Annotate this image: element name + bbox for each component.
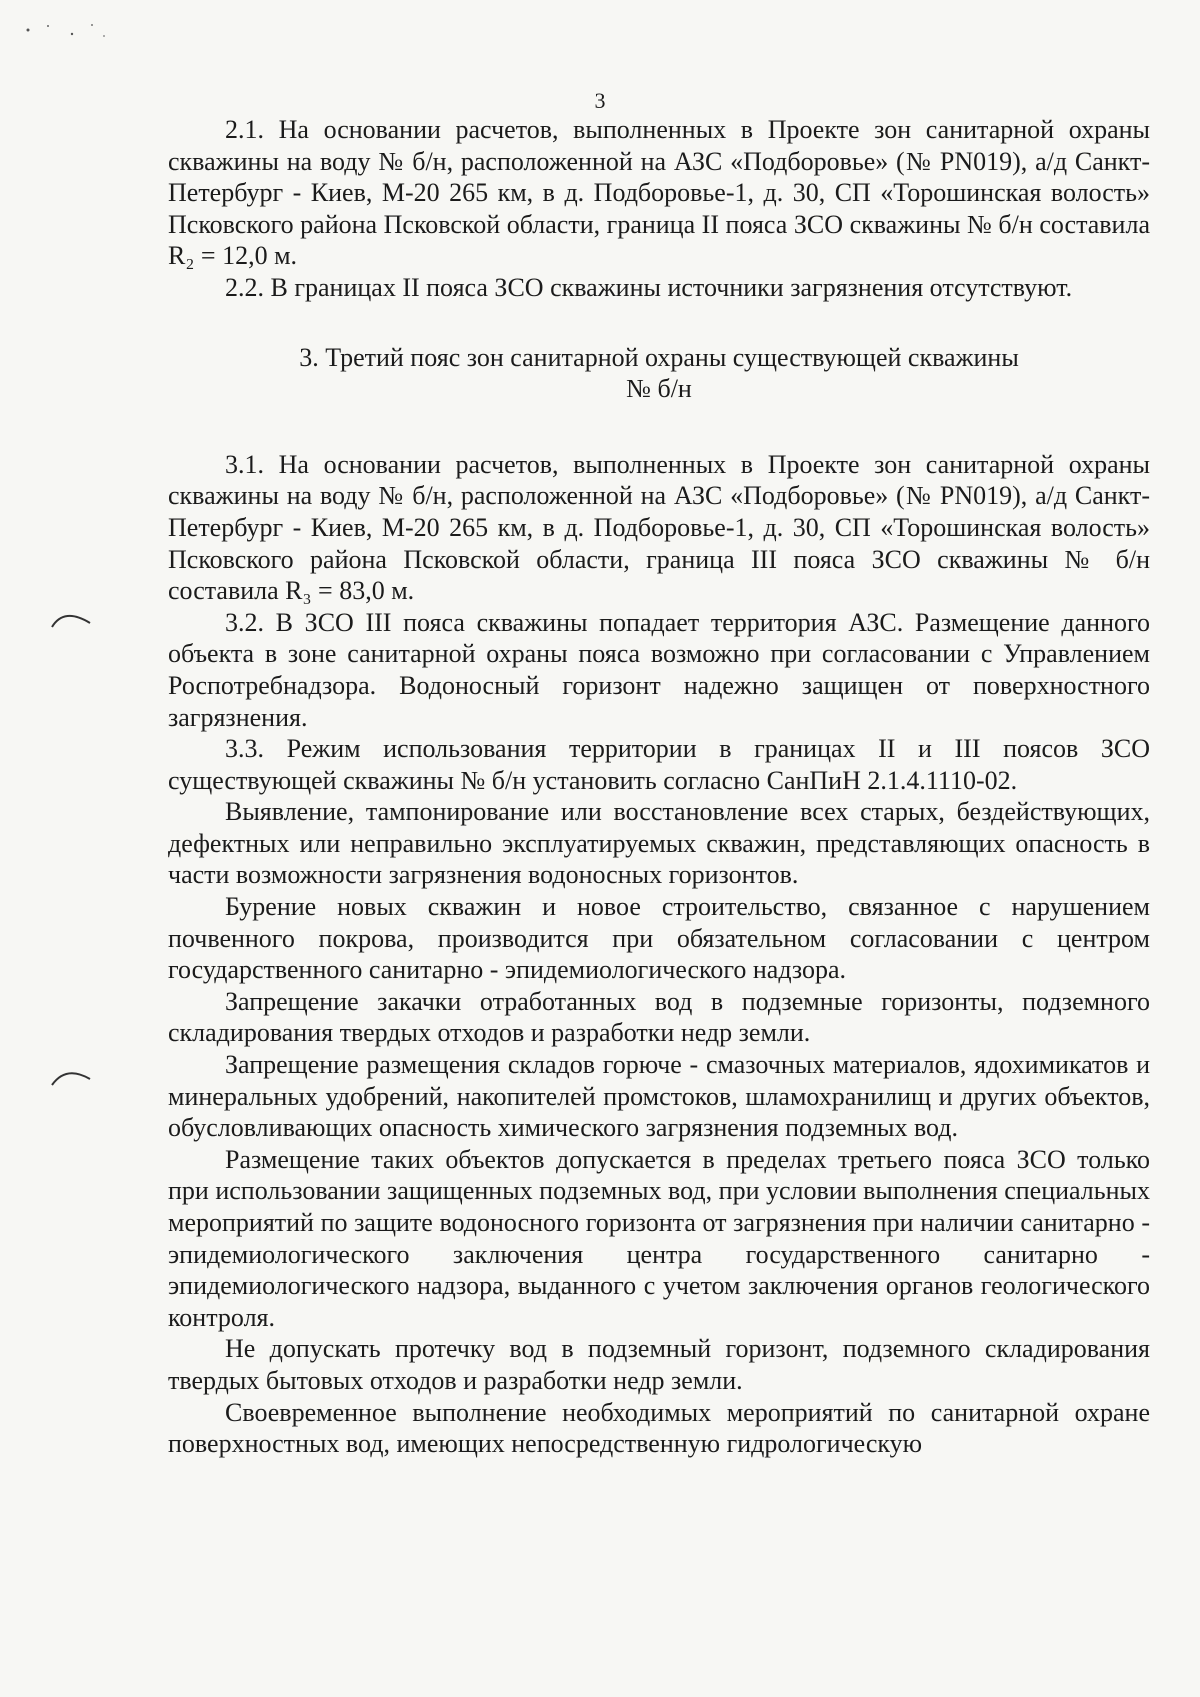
punch-hole-arc-mark	[50, 605, 94, 629]
paragraph-storage-ban: Запрещение размещения складов горюче - смазочных материалов, ядохимикатов и минеральных удобрений, накопителей промстоков, шламохранилищ и других объектов, обусловливающих опасность химического загрязнения подземных вод.	[168, 1050, 1150, 1143]
page-number: 3	[594, 88, 606, 113]
paragraph-3-2: 3.2. В ЗСО III пояса скважины попадает территория АЗС. Размещение данного объекта в зоне санитарной охраны пояса возможно при согласовании с Управлением Роспотребнадзора. Водоносный горизонт надежно защищен от поверхностного загрязнения.	[168, 607, 1150, 732]
paragraph-3-3: 3.3. Режим использования территории в границах II и III поясов ЗСО существующей скважины № б/н установить согласно СанПиН 2.1.4.1110-02.	[168, 734, 1150, 795]
paragraph-well-identification: Выявление, тампонирование или восстановление всех старых, бездействующих, дефектных или неправильно эксплуатируемых скважин, представляющих опасность в части возможности загрязнения водоносных горизонтов.	[168, 797, 1150, 890]
paragraph-2-2: 2.2. В границах II пояса ЗСО скважины источники загрязнения отсутствуют.	[225, 272, 1073, 302]
scan-speckle-mark	[20, 14, 110, 44]
section-3-heading-line-1: 3. Третий пояс зон санитарной охраны существующей скважины	[299, 342, 1019, 372]
punch-hole-arc-mark	[50, 1063, 94, 1087]
paragraph-surface-water: Своевременное выполнение необходимых мероприятий по санитарной охране поверхностных вод, имеющих непосредственную гидрологическую	[168, 1397, 1150, 1459]
section-3-heading	[168, 342, 1150, 405]
paragraph-drilling: Бурение новых скважин и новое строительство, связанное с нарушением почвенного покрова, производится при обязательном согласовании с центром государственного санитарно - эпидемиологического надзора.	[168, 892, 1150, 985]
paragraph-injection-ban: Запрещение закачки отработанных вод в подземные горизонты, подземного складирования твердых отходов и разработки недр земли.	[168, 986, 1150, 1048]
document-body	[168, 114, 1150, 1460]
paragraph-3-1: 3.1. На основании расчетов, выполненных в Проекте зон санитарной охраны скважины на воду № б/н, расположенной на АЗС «Подборовье» (№ PN019), а/д Санкт-Петербург - Киев, М-20 265 км, в д. Подборовье-1, д. 30, СП «Торошинская волость» Псковского района Псковской области, граница III пояса ЗСО скважины № б/н составила R₃ = 83,0 м.	[168, 449, 1150, 606]
paragraph-placement-conditions: Размещение таких объектов допускается в пределах третьего пояса ЗСО только при использовании защищенных подземных вод, при условии выполнения специальных мероприятий по защите водоносного горизонта от загрязнения при наличии санитарно - эпидемиологического заключения центра государственного санитарно - эпидемиологического надзора, выданного с учетом заключения органов геологического контроля.	[168, 1144, 1150, 1332]
section-3-heading-line-2: № б/н	[626, 374, 692, 404]
paragraph-2-1: 2.1. На основании расчетов, выполненных в Проекте зон санитарной охраны скважины на воду № б/н, расположенной на АЗС «Подборовье» (№ PN019), а/д Санкт-Петербург - Киев, М-20 265 км, в д. Подборовье-1, д. 30, СП «Торошинская волость» Псковского района Псковской области, граница II пояса ЗСО скважины № б/н составила R₂ = 12,0 м.	[168, 115, 1150, 271]
paragraph-leakage: Не допускать протечку вод в подземный горизонт, подземного складирования твердых бытовых отходов и разработки недр земли.	[168, 1334, 1150, 1395]
